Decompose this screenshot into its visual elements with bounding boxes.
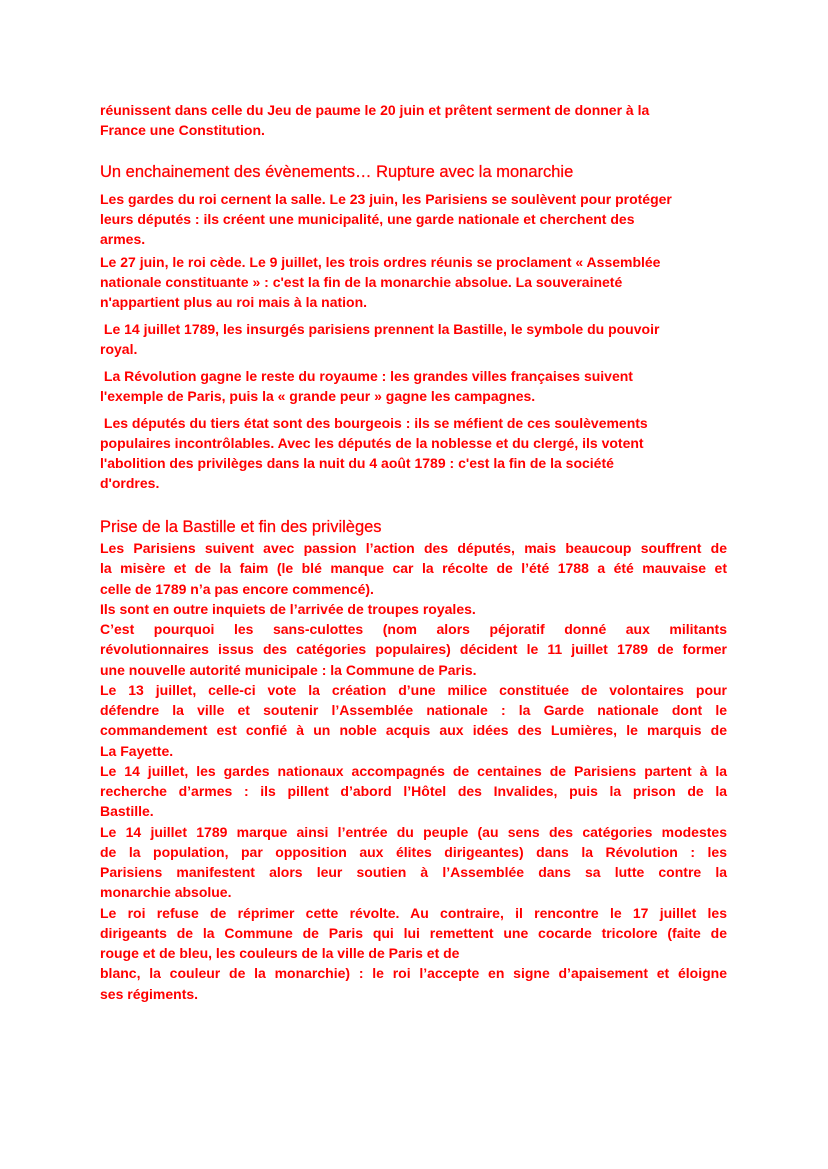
paragraph-line: ses régiments. (100, 985, 199, 1002)
paragraph-line: Le 14 juillet, les gardes nationaux accompagnés de centaines de Parisiens partent à la (100, 762, 727, 779)
paragraph-line: Ils sont en outre inquiets de l’arrivée de troupes royales. (100, 600, 476, 617)
paragraph-line: révolutionnaires issus des catégories populaires) décident le 11 juillet 1789 de former (100, 641, 727, 658)
paragraph-line: Le 14 juillet 1789, les insurgés parisiens prennent la Bastille, le symbole du pouvoir (100, 321, 660, 337)
paragraph-line: La Fayette. (100, 742, 174, 759)
paragraph-line: dirigeants de la Commune de Paris qui lui remettent une cocarde tricolore (faite de (100, 924, 727, 941)
paragraph-line: nationale constituante » : c'est la fin de la monarchie absolue. La souveraineté (100, 274, 623, 290)
paragraph-line: C’est pourquoi les sans-culottes (nom alors péjoratif donné aux militants (100, 621, 727, 637)
section-heading: Prise de la Bastille et fin des privilèges (100, 518, 382, 536)
paragraph-line: d'ordres. (100, 475, 160, 491)
paragraph-line: leurs députés : ils créent une municipalité, une garde nationale et cherchent des (100, 211, 635, 227)
paragraph-line: défendre la ville et soutenir l’Assemblée nationale : la Garde nationale dont le (100, 702, 727, 718)
paragraph-line: Les députés du tiers état sont des bourgeois : ils se méfient de ces soulèvements (100, 415, 648, 431)
paragraph-line: Les gardes du roi cernent la salle. Le 23 juin, les Parisiens se soulèvent pour protéger (100, 191, 672, 207)
paragraph-line: n'appartient plus au roi mais à la nation. (100, 294, 368, 310)
section-heading: Un enchainement des évènements… Rupture avec la monarchie (100, 163, 574, 181)
paragraph-line: l'abolition des privilèges dans la nuit du 4 août 1789 : c'est la fin de la société (100, 455, 614, 471)
paragraph-line: Le roi refuse de réprimer cette révolte. Au contraire, il rencontre le 17 juillet les (100, 904, 727, 921)
paragraph-line: Le 13 juillet, celle-ci vote la création d’une milice constituée de volontaires pour (100, 681, 727, 698)
paragraph-line: une nouvelle autorité municipale : la Commune de Paris. (100, 661, 477, 678)
text-line: réunissent dans celle du Jeu de paume le 20 juin et prêtent serment de donner à la (100, 102, 650, 118)
paragraph-line: Parisiens manifestent alors leur soutien à l’Assemblée dans sa lutte contre la (100, 864, 727, 880)
paragraph-line: de la population, par opposition aux élites dirigeantes) dans la Révolution : les (100, 843, 727, 860)
paragraph-line: Bastille. (100, 803, 154, 820)
paragraph-line: commandement est confié à un noble acquis aux idées des Lumières, le marquis de (100, 722, 727, 739)
paragraph-line: rouge et de bleu, les couleurs de la ville de Paris et de (100, 945, 460, 961)
paragraph-line: Le 14 juillet 1789 marque ainsi l’entrée du peuple (au sens des catégories modestes (100, 823, 727, 840)
paragraph-line: l'exemple de Paris, puis la « grande peur » gagne les campagnes. (100, 388, 536, 404)
paragraph-line: la misère et de la faim (le blé manque car la récolte de l’été 1788 a été mauvaise et (100, 560, 727, 577)
paragraph-line: blanc, la couleur de la monarchie) : le roi l’accepte en signe d’apaisement et éloigne (100, 965, 727, 982)
paragraph-line: monarchie absolue. (100, 884, 232, 901)
paragraph-line: celle de 1789 n’a pas encore commencé). (100, 580, 374, 597)
paragraph-line: Le 27 juin, le roi cède. Le 9 juillet, les trois ordres réunis se proclament « Assemblée (100, 254, 661, 270)
paragraph-line: royal. (100, 341, 138, 357)
text-line: France une Constitution. (100, 122, 265, 138)
paragraph-line: recherche d’armes : ils pillent d’abord l’Hôtel des Invalides, puis la prison de la (100, 783, 727, 799)
paragraph-line: La Révolution gagne le reste du royaume : les grandes villes françaises suivent (100, 368, 633, 384)
paragraph-line: Les Parisiens suivent avec passion l’action des députés, mais beaucoup souffrent de (100, 540, 727, 556)
paragraph-line: armes. (100, 231, 146, 247)
paragraph-line: populaires incontrôlables. Avec les députés de la noblesse et du clergé, ils votent (100, 435, 644, 451)
